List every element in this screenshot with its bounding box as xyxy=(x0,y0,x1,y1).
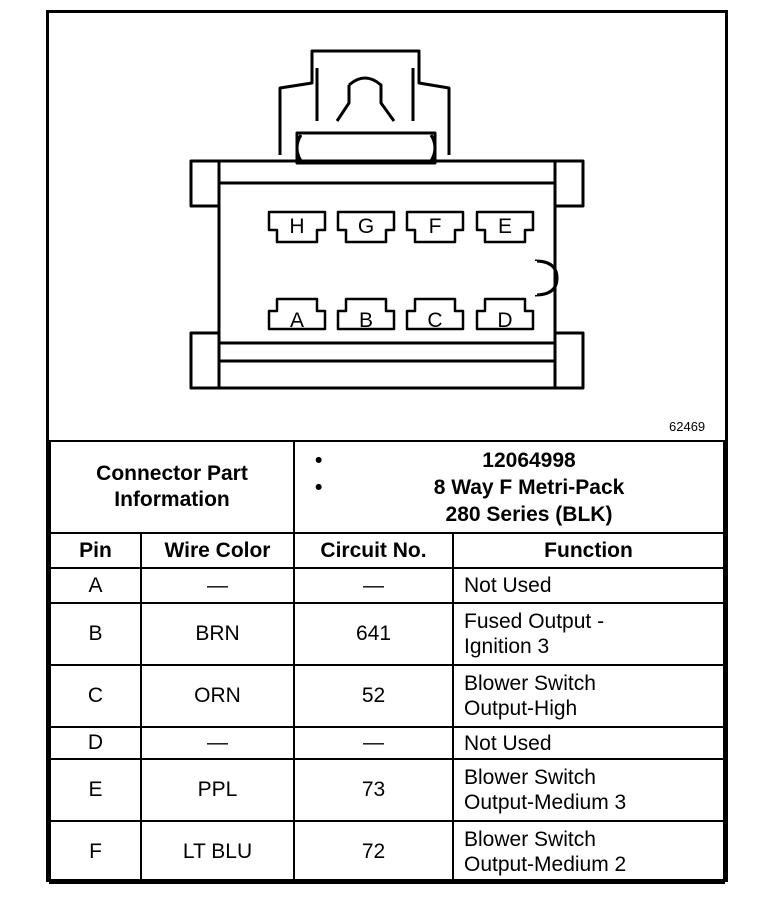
figure-number: 62469 xyxy=(669,419,706,434)
circuit-cell: 52 xyxy=(294,665,453,727)
connector-face-drawing xyxy=(49,13,725,440)
part-description-line2: 280 Series (BLK) xyxy=(445,502,613,526)
pin-cell: E xyxy=(50,759,141,821)
function-line: Blower Switch xyxy=(464,828,596,851)
cavity-label-b: B xyxy=(358,309,374,332)
circuit-cell: 72 xyxy=(294,821,453,883)
table-row xyxy=(50,603,724,665)
cavity-label-c: C xyxy=(427,309,443,332)
top-cavity-row xyxy=(269,212,533,242)
connector-diagram xyxy=(49,13,725,440)
table-row xyxy=(50,821,724,883)
function-cell xyxy=(453,759,724,821)
cavity-label-e: E xyxy=(497,215,513,238)
function-cell xyxy=(453,603,724,665)
circuit-cell: 641 xyxy=(294,603,453,665)
circuit-cell: — xyxy=(294,727,453,759)
pin-cell: D xyxy=(50,727,141,759)
cavity-c xyxy=(407,299,463,332)
table-header-row xyxy=(50,533,724,568)
function-cell xyxy=(453,665,724,727)
part-number: • 12064998 xyxy=(335,447,723,474)
circuit-cell: — xyxy=(294,568,453,603)
connector-pin-table xyxy=(49,440,725,884)
wire-color-cell: ORN xyxy=(141,665,294,727)
table-row xyxy=(50,759,724,821)
cavity-label-h: H xyxy=(289,215,305,238)
cavity-d xyxy=(477,299,533,332)
header-pin: Pin xyxy=(50,533,141,568)
wire-color-cell: LT BLU xyxy=(141,821,294,883)
cavity-g xyxy=(338,212,394,242)
function-line: Not Used xyxy=(464,574,552,597)
cavity-label-f: F xyxy=(428,215,442,238)
pin-cell: F xyxy=(50,821,141,883)
wire-color-cell: BRN xyxy=(141,603,294,665)
connector-sheet xyxy=(46,10,728,882)
part-info-details xyxy=(294,441,724,533)
function-cell xyxy=(453,821,724,883)
latch-bar xyxy=(297,133,435,163)
pin-cell: A xyxy=(50,568,141,603)
cavity-label-g: G xyxy=(357,215,375,238)
wire-color-cell: — xyxy=(141,568,294,603)
function-line: Output-Medium 2 xyxy=(464,853,627,876)
part-info-heading xyxy=(50,441,294,533)
function-line: Blower Switch xyxy=(464,766,596,789)
function-cell xyxy=(453,568,724,603)
function-line: Fused Output - xyxy=(464,610,605,633)
header-wire-color: Wire Color xyxy=(141,533,294,568)
header-circuit-no: Circuit No. xyxy=(294,533,453,568)
locking-tab xyxy=(280,51,449,155)
cavity-b xyxy=(338,299,394,332)
wire-color-cell: — xyxy=(141,727,294,759)
cavity-label-a: A xyxy=(289,309,305,332)
header-function: Function xyxy=(453,533,724,568)
cavity-label-d: D xyxy=(497,309,513,332)
table-row xyxy=(50,568,724,603)
cavity-a xyxy=(269,299,325,332)
function-line: Output-High xyxy=(464,697,578,720)
cavity-h xyxy=(269,212,325,242)
table-row xyxy=(50,727,724,759)
circuit-cell: 73 xyxy=(294,759,453,821)
cavity-e xyxy=(477,212,533,242)
table-row xyxy=(50,665,724,727)
bottom-cavity-row xyxy=(269,299,533,332)
pin-cell: B xyxy=(50,603,141,665)
wire-color-cell: PPL xyxy=(141,759,294,821)
function-cell xyxy=(453,727,724,759)
function-line: Blower Switch xyxy=(464,672,596,695)
function-line: Not Used xyxy=(464,731,552,755)
pin-cell: C xyxy=(50,665,141,727)
latch-arm xyxy=(317,68,413,121)
part-info-heading-line2: Information xyxy=(114,488,230,511)
cavity-f xyxy=(407,212,463,242)
part-description-line1: • 8 Way F Metri-Pack xyxy=(335,474,723,501)
function-line: Ignition 3 xyxy=(464,635,550,658)
part-info-heading-line1: Connector Part xyxy=(96,462,248,485)
function-line: Output-Medium 3 xyxy=(464,791,627,814)
